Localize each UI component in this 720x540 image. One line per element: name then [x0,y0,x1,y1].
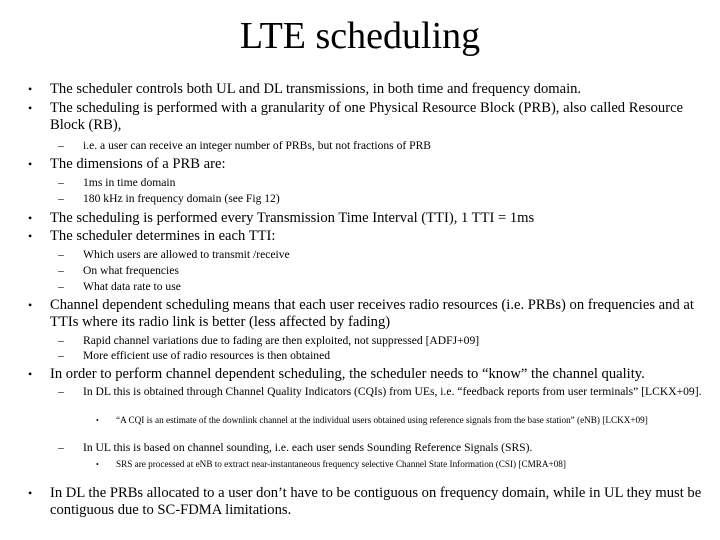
sub-sub-item-text: “A CQI is an estimate of the downlink channel at the individual users obtained using reference signals from the base station” (eNB) [LCKX+09] [116,415,648,425]
sub-sub-item-text: SRS are processed at eNB to extract near-instantaneous frequency selective Channel State Information (CSI) [CMRA+08] [116,459,566,469]
slide-title: LTE scheduling [239,15,481,57]
sub-item-text: 180 kHz in frequency domain (see Fig 12) [83,192,280,205]
sub-item-text: Rapid channel variations due to fading are then exploited, not suppressed [ADFJ+09] [83,334,480,347]
bullet-marker: • [28,229,33,243]
bullet-text: The scheduling is performed every Transmission Time Interval (TTI), 1 TTI = 1ms [50,210,535,226]
bullet-text: In order to perform channel dependent scheduling, the scheduler needs to “know” the channel quality. [50,366,645,382]
dash-marker: – [58,334,64,347]
bullet-marker: • [96,416,99,425]
bullet-marker: • [28,367,33,381]
bullet-text: Channel dependent scheduling means that each user receives radio resources (i.e. PRBs) on frequencies and at TTIs where its radio link is better (less affected by fading) [50,297,694,330]
bullet-marker: • [28,298,33,312]
sub-item-text: What data rate to use [83,280,181,293]
dash-marker: – [58,248,64,261]
bullet-marker: • [28,157,33,171]
bullet-text: The scheduler determines in each TTI: [50,228,276,244]
bullet-text: In DL the PRBs allocated to a user don’t have to be contiguous on frequency domain, while in UL they must be contiguous due to SC-FDMA limitations. [50,485,702,518]
sub-item-text: More efficient use of radio resources is then obtained [83,349,331,362]
bullet-text: The scheduler controls both UL and DL transmissions, in both time and frequency domain. [50,81,582,97]
bullet-text: The dimensions of a PRB are: [50,156,226,172]
dash-marker: – [58,264,64,277]
bullet-marker: • [28,82,33,96]
bullet-marker: • [96,460,99,469]
dash-marker: – [58,176,64,189]
dash-marker: – [58,280,64,293]
sub-item-text: 1ms in time domain [83,176,176,189]
bullet-marker: • [28,101,33,115]
dash-marker: – [58,192,64,205]
dash-marker: – [58,385,64,398]
dash-marker: – [58,349,64,362]
bullet-marker: • [28,486,33,500]
sub-item-text: Which users are allowed to transmit /receive [83,248,290,261]
dash-marker: – [58,441,64,454]
dash-marker: – [58,139,64,152]
sub-item-text: In DL this is obtained through Channel Quality Indicators (CQIs) from UEs, i.e. “feedback reports from user terminals” [LCKX+09]. [83,385,702,398]
bullet-text: The scheduling is performed with a granularity of one Physical Resource Block (PRB), also called Resource Block (RB), [50,100,684,133]
sub-item-text: On what frequencies [83,264,179,277]
bullet-marker: • [28,211,33,225]
sub-item-text: i.e. a user can receive an integer number of PRBs, but not fractions of PRB [83,139,432,152]
sub-item-text: In UL this is based on channel sounding, i.e. each user sends Sounding Reference Signals (SRS). [83,441,533,454]
